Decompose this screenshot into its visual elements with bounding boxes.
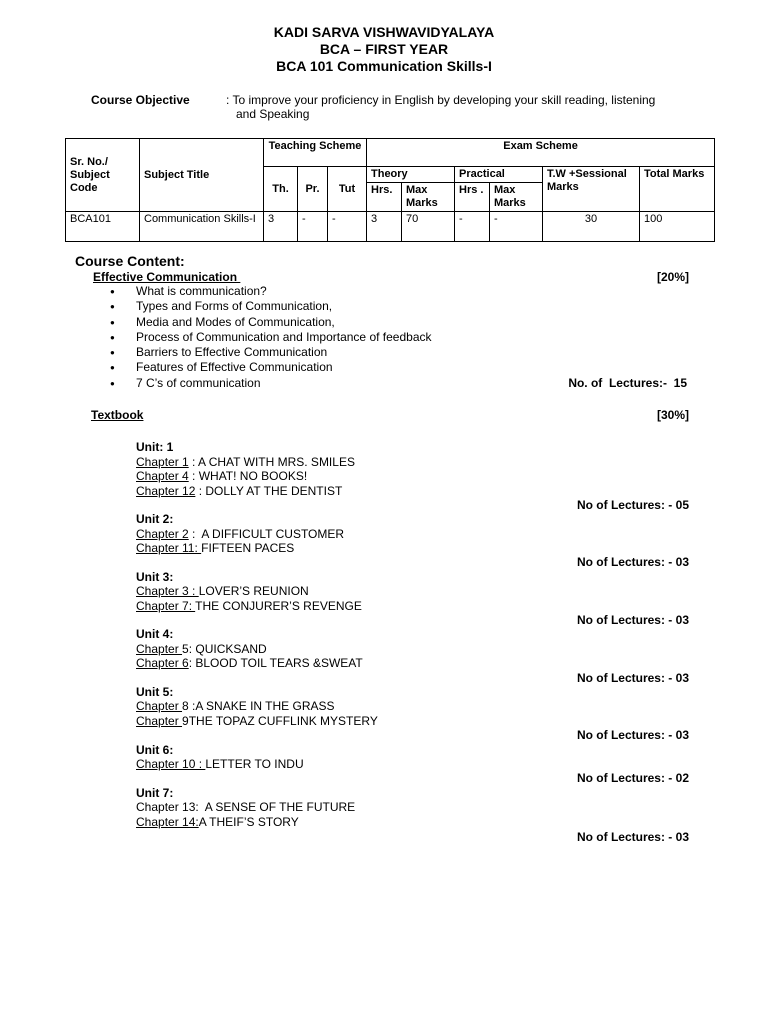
chapter-text: 8 :A SNAKE IN THE GRASS [182, 699, 335, 713]
list-item: ● Types and Forms of Communication, [110, 299, 432, 314]
unit-label: Unit 3: [136, 570, 174, 584]
header-practical-max: Max Marks [490, 183, 543, 212]
chapter-text: LETTER TO INDU [205, 757, 304, 771]
header-theory-max: Max Marks [402, 183, 455, 212]
header-practical: Practical [455, 167, 543, 183]
chapter-link: Chapter [136, 714, 183, 728]
list-item: ● 7 C’s of communication [110, 376, 432, 391]
header-theory-hrs: Hrs. [367, 183, 402, 212]
effective-topics-list [110, 284, 432, 391]
course-content-heading: Course Content: [75, 253, 185, 269]
chapter-line [136, 699, 335, 714]
objective-text-1: : To improve your proficiency in English by developing your skill reading, listening [226, 93, 656, 107]
textbook-title: Textbook [91, 408, 144, 422]
chapter-line [136, 815, 299, 830]
cell-tw: 30 [543, 212, 640, 242]
chapter-text: LOVER’S REUNION [198, 584, 309, 598]
header-th: Th. [264, 167, 298, 212]
chapter-text: : A DIFFICULT CUSTOMER [188, 527, 345, 541]
chapter-link: Chapter 12 [136, 484, 196, 498]
cell-theory-hrs: 3 [367, 212, 402, 242]
list-item: ● Features of Effective Communication [110, 360, 432, 375]
cell-title: Communication Skills-I [140, 212, 264, 242]
chapter-line [136, 714, 378, 729]
unit-lectures: No of Lectures: - 03 [576, 830, 689, 844]
chapter-link: Chapter 10 : [136, 757, 206, 771]
list-item: ● Barriers to Effective Communication [110, 345, 432, 360]
chapter-line [136, 541, 294, 556]
objective-label: Course Objective [91, 93, 190, 107]
header-total: Total Marks [640, 167, 715, 212]
unit-label: Unit 4: [136, 627, 174, 641]
cell-prac-max: - [490, 212, 543, 242]
unit-label: Unit 5: [136, 685, 174, 699]
chapter-link: Chapter 3 : [136, 584, 199, 598]
unit-label: Unit: 1 [136, 440, 174, 454]
cell-theory-max: 70 [402, 212, 455, 242]
chapter-link: Chapter 2 [136, 527, 189, 541]
chapter-text: Chapter 13: A SENSE OF THE FUTURE [136, 800, 356, 814]
header-exam-scheme: Exam Scheme [367, 139, 715, 167]
chapter-link: Chapter 1 [136, 455, 189, 469]
textbook-weight: [30%] [656, 408, 689, 422]
objective-text-2: and Speaking [236, 107, 310, 121]
effective-weight: [20%] [656, 270, 689, 284]
list-item: ● What is communication? [110, 284, 432, 299]
header-teaching-scheme: Teaching Scheme [264, 139, 367, 167]
chapter-text: : BLOOD TOIL TEARS &SWEAT [188, 656, 363, 670]
cell-tut: - [328, 212, 367, 242]
chapter-text: A THEIF’S STORY [198, 815, 299, 829]
header-subject-title: Subject Title [140, 139, 264, 212]
chapter-line [136, 455, 355, 470]
year-title: BCA – FIRST YEAR [319, 41, 449, 57]
effective-lectures: No. of Lectures:- 15 [568, 376, 687, 390]
chapter-text: 9THE TOPAZ CUFFLINK MYSTERY [182, 714, 378, 728]
university-title: KADI SARVA VISHWAVIDYALAYA [273, 24, 495, 40]
header-pr: Pr. [298, 167, 328, 212]
cell-total: 100 [640, 212, 715, 242]
chapter-text: THE CONJURER’S REVENGE [195, 599, 362, 613]
chapter-text: : DOLLY AT THE DENTIST [195, 484, 343, 498]
chapter-text: : WHAT! NO BOOKS! [188, 469, 308, 483]
list-item: ● Process of Communication and Importance of feedback [110, 330, 432, 345]
unit-lectures: No of Lectures: - 02 [576, 771, 689, 785]
scheme-table [65, 138, 715, 242]
course-title: BCA 101 Communication Skills-I [276, 58, 492, 74]
chapter-line [136, 656, 363, 671]
chapter-link: Chapter 7: [136, 599, 196, 613]
chapter-line [136, 527, 344, 542]
chapter-line [136, 484, 342, 499]
unit-label: Unit 7: [136, 786, 174, 800]
chapter-link: Chapter 4 [136, 469, 189, 483]
chapter-line [136, 469, 307, 484]
chapter-line [136, 599, 362, 614]
chapter-link: Chapter 14: [136, 815, 199, 829]
chapter-line [136, 757, 304, 772]
unit-lectures: No of Lectures: - 03 [576, 671, 689, 685]
chapter-line [136, 584, 309, 599]
unit-label: Unit 2: [136, 512, 174, 526]
chapter-text: 5: QUICKSAND [182, 642, 267, 656]
chapter-line [136, 800, 355, 815]
header-tut: Tut [328, 167, 367, 212]
chapter-link: Chapter 6 [136, 656, 189, 670]
unit-lectures: No of Lectures: - 03 [576, 728, 689, 742]
unit-lectures: No of Lectures: - 03 [576, 613, 689, 627]
unit-lectures: No of Lectures: - 05 [576, 498, 689, 512]
chapter-link: Chapter [136, 642, 183, 656]
chapter-text: FIFTEEN PACES [201, 541, 295, 555]
chapter-text: : A CHAT WITH MRS. SMILES [188, 455, 355, 469]
cell-th: 3 [264, 212, 298, 242]
chapter-link: Chapter [136, 699, 183, 713]
effective-communication-title: Effective Communication [93, 270, 241, 284]
list-item: ● Media and Modes of Communication, [110, 315, 432, 330]
unit-lectures: No of Lectures: - 03 [576, 555, 689, 569]
table-row [66, 212, 715, 242]
header-practical-hrs: Hrs . [455, 183, 490, 212]
cell-code: BCA101 [66, 212, 140, 242]
header-tw-sessional: T.W +Sessional Marks [543, 167, 640, 212]
unit-label: Unit 6: [136, 743, 174, 757]
cell-prac-hrs: - [455, 212, 490, 242]
cell-pr: - [298, 212, 328, 242]
chapter-line [136, 642, 267, 657]
chapter-link: Chapter 11: [136, 541, 202, 555]
header-theory: Theory [367, 167, 455, 183]
header-sr-code: Sr. No./ Subject Code [66, 139, 140, 212]
